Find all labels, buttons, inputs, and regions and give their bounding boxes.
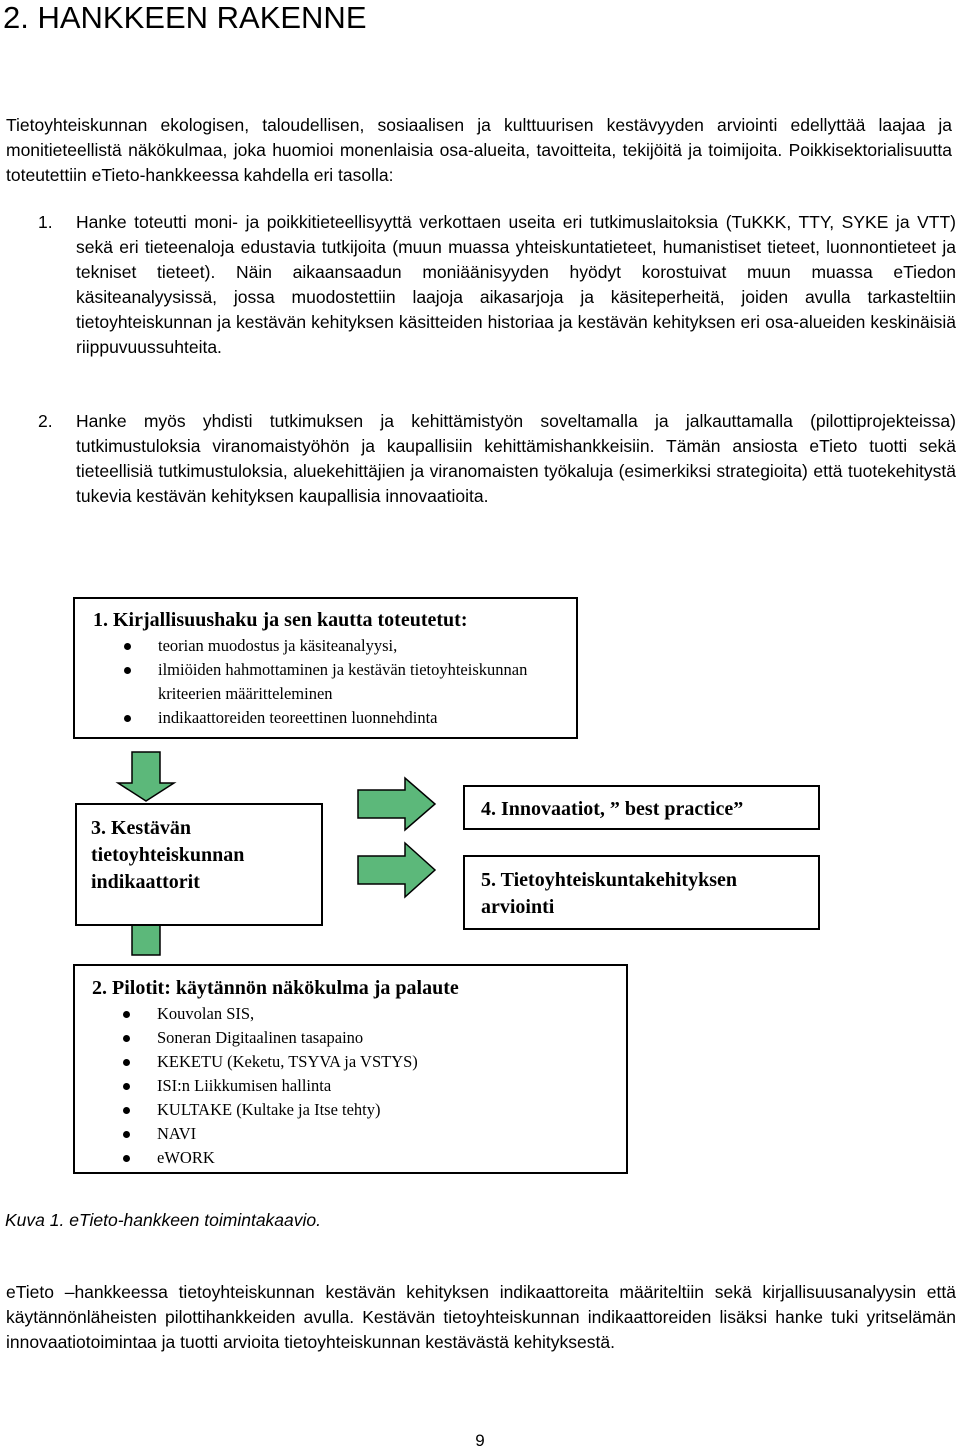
outro-paragraph: eTieto –hankkeessa tietoyhteiskunnan kestävän kehityksen indikaattoreita määriteltiin sekä kirjallisuusanalyysin että käytännönläheisten pilottihankkeiden avulla. Kestävän tietoyhteiskunnan indikaattoreiden lisäksi hanke tuki yritselämän innovaatiotoimintaa ja tuotti arvioita tietoyhteiskunnan kestävästä kehityksestä. xyxy=(6,1282,956,1352)
bullet-icon xyxy=(123,1059,130,1066)
innovations-title: 4. Innovaatiot, ” best practice” xyxy=(481,798,744,820)
bullet-item: ilmiöiden hahmottaminen ja kestävän tietoyhteiskunnan kriteerien määritteleminen xyxy=(111,658,551,706)
indicators-box xyxy=(75,803,323,926)
bullet-item: indikaattoreiden teoreettinen luonnehdinta xyxy=(111,706,551,730)
bullet-item: KEKETU (Keketu, TSYVA ja VSTYS) xyxy=(110,1050,610,1074)
bullet-item: NAVI xyxy=(110,1122,610,1146)
bullet-item: Kouvolan SIS, xyxy=(110,1002,610,1026)
pilots-list xyxy=(110,1002,610,1170)
pilots-title: 2. Pilotit: käytännön näkökulma ja palaute xyxy=(92,977,459,999)
pilots-box xyxy=(73,964,628,1174)
arrow-down-icon xyxy=(118,752,174,801)
page-number: 9 xyxy=(475,1431,485,1450)
list-item-text: Hanke toteutti moni- ja poikkitieteellisyyttä verkottaen useita eri tutkimuslaitoksia (TuKKK, TTY, SYKE ja VTT) sekä eri tieteenaloja edustavia tutkijoita (muun muassa yhteiskuntatieteet, humanistiset tieteet, luonnontieteet ja tekniset tieteet). Näin aikaansaadun moniäänisyyden hyödyt korostuivat muun muassa eTiedon käsiteanalyysissä, jossa muodostettiin laajoja aikasarjoja ja käsiteperheitä, joiden avulla tarkasteltiin tietoyhteiskunnan ja kestävän kehityksen käsitteiden historiaa ja kestävän kehityksen eri osa-alueiden keskinäisiä riippuvuussuhteita. xyxy=(76,212,956,357)
literature-search-title: 1. Kirjallisuushaku ja sen kautta toteutetut: xyxy=(93,609,468,631)
bullet-icon xyxy=(123,1011,130,1018)
innovations-box xyxy=(463,785,820,830)
arrow-right-icon xyxy=(358,843,435,897)
bullet-item: KULTAKE (Kultake ja Itse tehty) xyxy=(110,1098,610,1122)
intro-paragraph: Tietoyhteiskunnan ekologisen, taloudellisen, sosiaalisen ja kulttuurisen kestävyyden arviointi edellyttää laajaa ja monitieteellistä näkökulmaa, joka huomioi monenlaisia osa-alueita, tavoitteita, tekijöitä ja toimijoita. Poikkisektorialisuutta toteutettiin eTieto-hankkeessa kahdella eri tasolla: xyxy=(6,115,952,185)
list-item-number: 2. xyxy=(38,411,53,431)
page-heading: 2. HANKKEEN RAKENNE xyxy=(3,0,367,35)
figure-caption: Kuva 1. eTieto-hankkeen toimintakaavio. xyxy=(5,1210,321,1230)
bullet-item: teorian muodostus ja käsiteanalyysi, xyxy=(111,634,551,658)
bullet-icon xyxy=(123,1083,130,1090)
arrow-right-icon xyxy=(358,778,435,830)
bullet-icon xyxy=(123,1035,130,1042)
bullet-icon xyxy=(123,1131,130,1138)
list-item-number: 1. xyxy=(38,212,53,232)
bullet-icon xyxy=(123,1155,130,1162)
bullet-item: eWORK xyxy=(110,1146,610,1170)
indicators-title: 3. Kestävän tietoyhteiskunnan indikaattorit xyxy=(91,817,245,893)
list-item-text: Hanke myös yhdisti tutkimuksen ja kehittämistyön soveltamalla ja jalkauttamalla (pilottiprojekteissa) tutkimustuloksia viranomaistyöhön ja kaupallisiin kehittämishankkeisiin. Tämän ansiosta eTieto tuotti sekä tieteellisiä tutkimustuloksia, aluekehittäjien ja viranomaisten työkaluja (esimerkiksi strategioita) että tuotekehitystä tukevia kestävän kehityksen kaupallisia innovaatioita. xyxy=(76,411,956,506)
bullet-item: ISI:n Liikkumisen hallinta xyxy=(110,1074,610,1098)
bullet-icon xyxy=(123,1107,130,1114)
bullet-item: Soneran Digitaalinen tasapaino xyxy=(110,1026,610,1050)
assessment-title: 5. Tietoyhteiskuntakehityksen arviointi xyxy=(481,869,737,918)
assessment-box xyxy=(463,855,820,930)
